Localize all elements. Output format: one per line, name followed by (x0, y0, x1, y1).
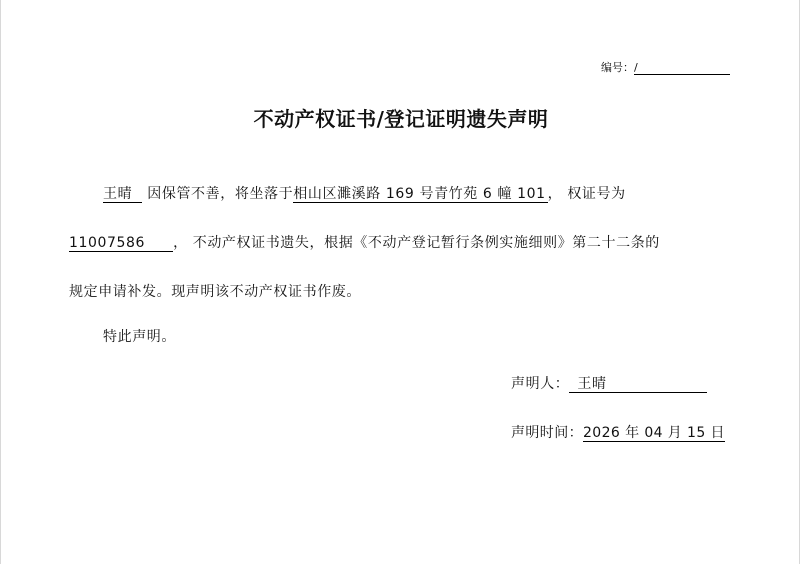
document-title: 不动产权证书/登记证明遗失声明 (253, 107, 549, 131)
body-text-2: ， 权证号为 (547, 186, 626, 202)
date-value: 2026 年 04 月 15 日 (583, 425, 725, 441)
closing-statement: 特此声明。 (103, 329, 176, 345)
declarant (511, 373, 707, 393)
property-address: 相山区濉溪路 169 号青竹苑 6 幢 101 (293, 186, 546, 202)
body-line-2 (69, 232, 660, 252)
certificate-number: 11007586 (69, 235, 173, 252)
serial-value: / (634, 61, 730, 75)
declaration-date (511, 422, 725, 442)
body-line-1 (69, 183, 626, 203)
body-line-3: 规定申请补发。现声明该不动产权证书作废。 (69, 284, 361, 300)
serial-number (601, 59, 730, 75)
declarant-name: 王晴 (569, 376, 707, 393)
serial-label: 编号： (601, 61, 634, 74)
date-label: 声明时间： (511, 425, 583, 441)
body-text-1: 因保管不善，将坐落于 (142, 186, 294, 202)
body-text-3: ， 不动产权证书遗失，根据《不动产登记暂行条例实施细则》第二十二条的 (173, 235, 660, 251)
owner-name: 王晴 (103, 186, 142, 203)
declarant-label: 声明人： (511, 376, 570, 392)
